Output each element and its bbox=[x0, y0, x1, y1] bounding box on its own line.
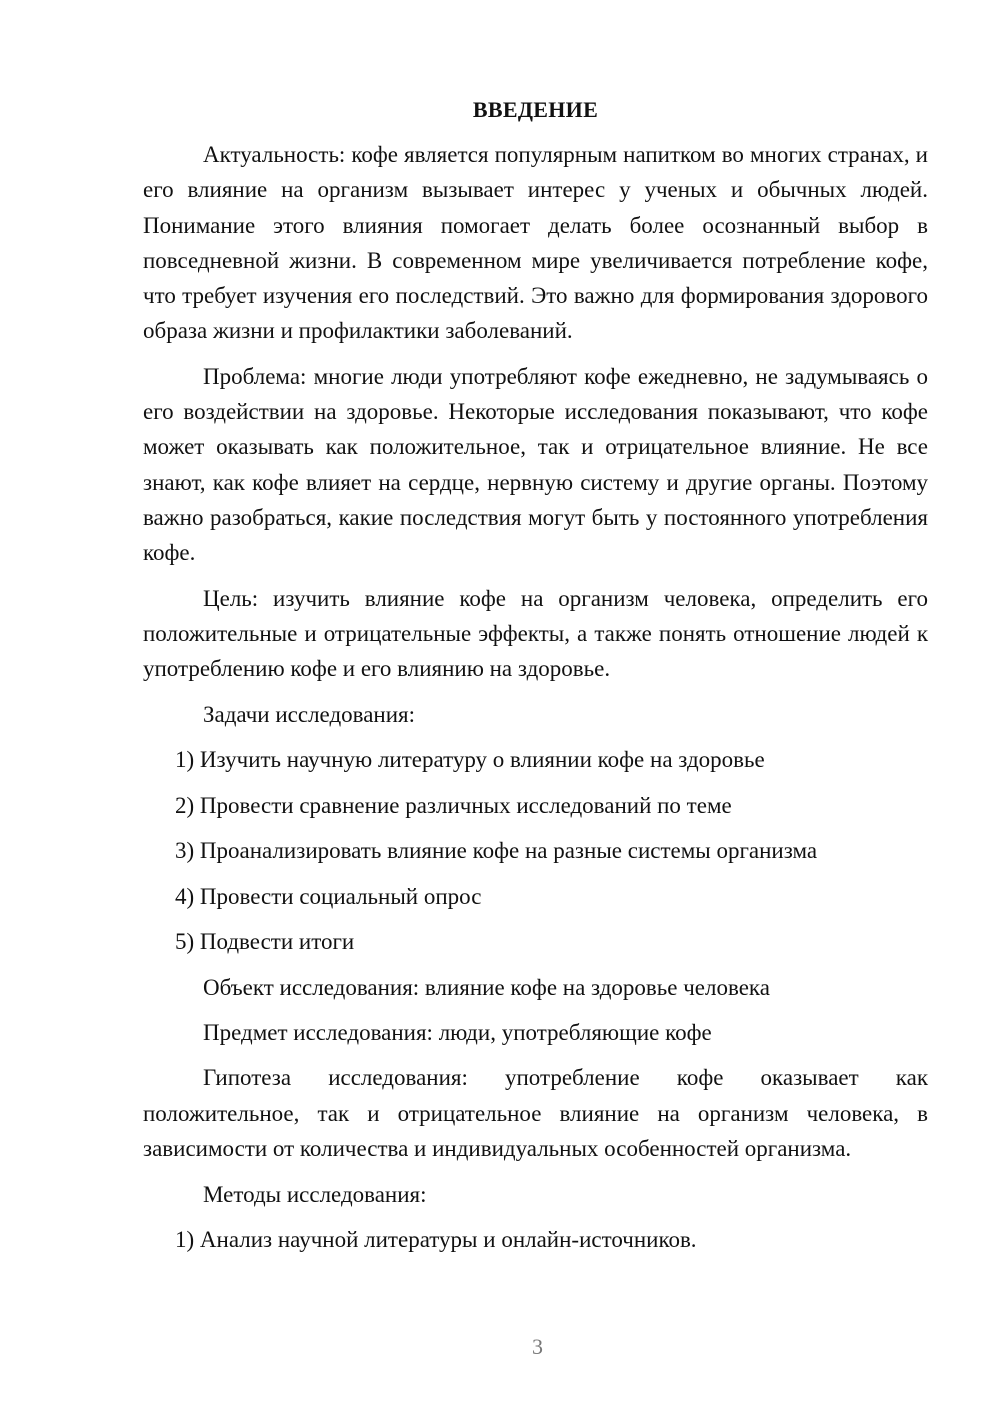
tasks-heading: Задачи исследования: bbox=[203, 701, 416, 727]
methods-heading: Методы исследования: bbox=[203, 1181, 427, 1207]
page-content bbox=[143, 92, 928, 1257]
research-subject: Предмет исследования: люди, употребляющие кофе bbox=[203, 1020, 712, 1046]
task-item-4: 4) Провести социальный опрос bbox=[175, 883, 482, 909]
relevance-paragraph: Актуальность: кофе является популярным напитком во многих странах, и его влияние на организм вызывает интерес у ученых и обычных людей. Понимание этого влияния помогает делать более осознанный выбор в повседневной жизни. В современном мире увеличивается потребление кофе, что требует изучения его последствий. Это важно для формирования здорового образа жизни и профилактики заболеваний. bbox=[143, 142, 928, 344]
task-item-5: 5) Подвести итоги bbox=[175, 929, 355, 955]
method-item-1: 1) Анализ научной литературы и онлайн-источников. bbox=[175, 1227, 697, 1253]
task-item-3: 3) Проанализировать влияние кофе на разные системы организма bbox=[175, 838, 818, 864]
hypothesis-paragraph: Гипотеза исследования: употребление кофе оказывает как положительное, так и отрицательное влияние на организм человека, в зависимости от количества и индивидуальных особенностей организма. bbox=[143, 1065, 928, 1162]
research-object: Объект исследования: влияние кофе на здоровье человека bbox=[203, 974, 770, 1000]
page-number: 3 bbox=[532, 1334, 543, 1359]
problem-paragraph: Проблема: многие люди употребляют кофе ежедневно, не задумываясь о его воздействии на здоровье. Некоторые исследования показывают, что кофе может оказывать как положительное, так и отрицательное влияние. Не все знают, как кофе влияет на сердце, нервную систему и другие органы. Поэтому важно разобраться, какие последствия могут быть у постоянного употребления кофе. bbox=[143, 363, 928, 566]
goal-paragraph: Цель: изучить влияние кофе на организм человека, определить его положительные и отрицательные эффекты, а также понять отношение людей к употреблению кофе и его влиянию на здоровье. bbox=[143, 585, 928, 682]
task-item-2: 2) Провести сравнение различных исследований по теме bbox=[175, 792, 732, 818]
task-item-1: 1) Изучить научную литературу о влиянии кофе на здоровье bbox=[175, 747, 765, 773]
section-title: ВВЕДЕНИЕ bbox=[472, 97, 599, 122]
